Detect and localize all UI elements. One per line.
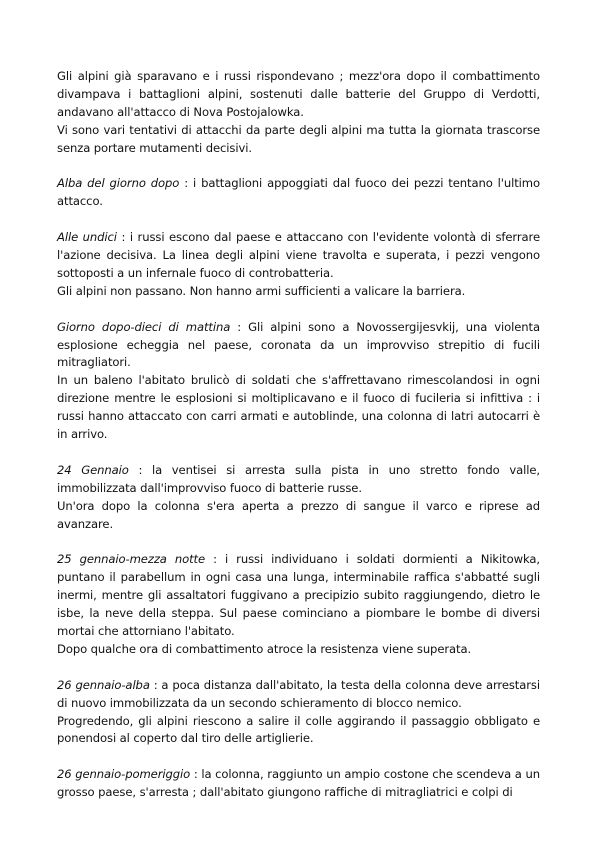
body-text: : i russi escono dal paese e attaccano con l'evidente volontà di sferrare l'azione decisiva. La linea degli alpini viene travolta e superata, i pezzi vengono sottoposti a un infernale fuoco di controbatteria. [57, 230, 540, 280]
paragraph-alle-undici [57, 229, 540, 301]
paragraph-combattimento [57, 68, 540, 158]
text-line [57, 229, 540, 283]
text-line [57, 319, 540, 373]
paragraph-dieci-mattina [57, 319, 540, 444]
date-heading: 26 gennaio-pomeriggio [57, 767, 191, 782]
body-text: In un baleno l'abitato brulicò di soldati che s'affrettavano rimescolandosi in ogni direzione mentre le esplosioni si moltiplicavano e il fuoco di fucileria si infittiva : i russi hanno attaccato con carri armati e autoblinde, una colonna di latri autocarri è in arrivo. [57, 373, 540, 442]
date-heading: Alle undici [57, 230, 117, 245]
body-text: Dopo qualche ora di combattimento atroce la resistenza viene superata. [57, 641, 472, 656]
paragraph-26-gennaio-pomeriggio [57, 766, 540, 802]
date-heading: 26 gennaio-alba [57, 677, 150, 692]
body-text: : i russi individuano i soldati dormienti a Nikitowka, puntano il parabellum in ogni casa una lunga, interminabile raffica s'abbatté sugli inermi, mentre gli assaltatori fuggivano a precipizio subito raggiungendo, dietro le isbe, la neve della steppa. Sul paese cominciano a piombare le bombe di diversi mortai che attorniano l'abitato. [57, 552, 540, 639]
text-line [57, 766, 540, 802]
text-line [57, 462, 540, 498]
body-text: : Gli alpini sono a Novossergijesvkij, una violenta esplosione echeggia nel paese, coronata da un improvviso strepitio di fucili mitragliatori. [57, 319, 540, 370]
paragraph-26-gennaio-alba [57, 677, 540, 749]
text-line [57, 498, 540, 534]
date-heading: 25 gennaio-mezza notte [57, 552, 206, 567]
paragraph-alba [57, 175, 540, 211]
body-text: Un'ora dopo la colonna s'era aperta a prezzo di sangue il varco e riprese ad avanzare. [57, 498, 540, 531]
text-line [57, 283, 540, 301]
date-heading: Alba del giorno dopo [57, 176, 180, 191]
text-line [57, 372, 540, 444]
body-text: : a poca distanza dall'abitato, la testa della colonna deve arrestarsi di nuovo immobilizzata da un secondo schieramento di blocco nemico. [57, 677, 540, 710]
text-line [57, 68, 540, 122]
body-text: Gli alpini non passano. Non hanno armi sufficienti a valicare la barriera. [57, 283, 466, 298]
paragraph-24-gennaio [57, 462, 540, 534]
text-line [57, 551, 540, 641]
date-heading: 24 Gennaio [57, 462, 129, 477]
body-text: Gli alpini già sparavano e i russi rispondevano ; mezz'ora dopo il combattimento divampava i battaglioni alpini, sostenuti dalle batterie del Gruppo di Verdotti, andavano all'attacco di Nova Postojalowka. [57, 69, 540, 119]
body-text: : la ventisei si arresta sulla pista in uno stretto fondo valle, immobilizzata dall'improvviso fuoco di batterie russe. [57, 462, 540, 495]
date-heading: Giorno dopo-dieci di mattina [57, 319, 231, 334]
body-text: : la colonna, raggiunto un ampio costone che scendeva a un grosso paese, s'arresta ; dall'abitato giungono raffiche di mitragliatrici e colpi di [57, 767, 540, 800]
paragraph-25-gennaio [57, 551, 540, 658]
text-line [57, 677, 540, 713]
text-line [57, 122, 540, 158]
body-text: Progredendo, gli alpini riescono a salire il colle aggirando il passaggio obbligato e ponendosi al coperto dal tiro delle artiglierie. [57, 713, 540, 746]
body-text: : i battaglioni appoggiati dal fuoco dei pezzi tentano l'ultimo attacco. [57, 176, 540, 209]
text-line [57, 713, 540, 749]
text-line [57, 175, 540, 211]
text-line [57, 641, 540, 659]
body-text: Vi sono vari tentativi di attacchi da parte degli alpini ma tutta la giornata trascorse senza portare mutamenti decisivi. [57, 122, 540, 155]
